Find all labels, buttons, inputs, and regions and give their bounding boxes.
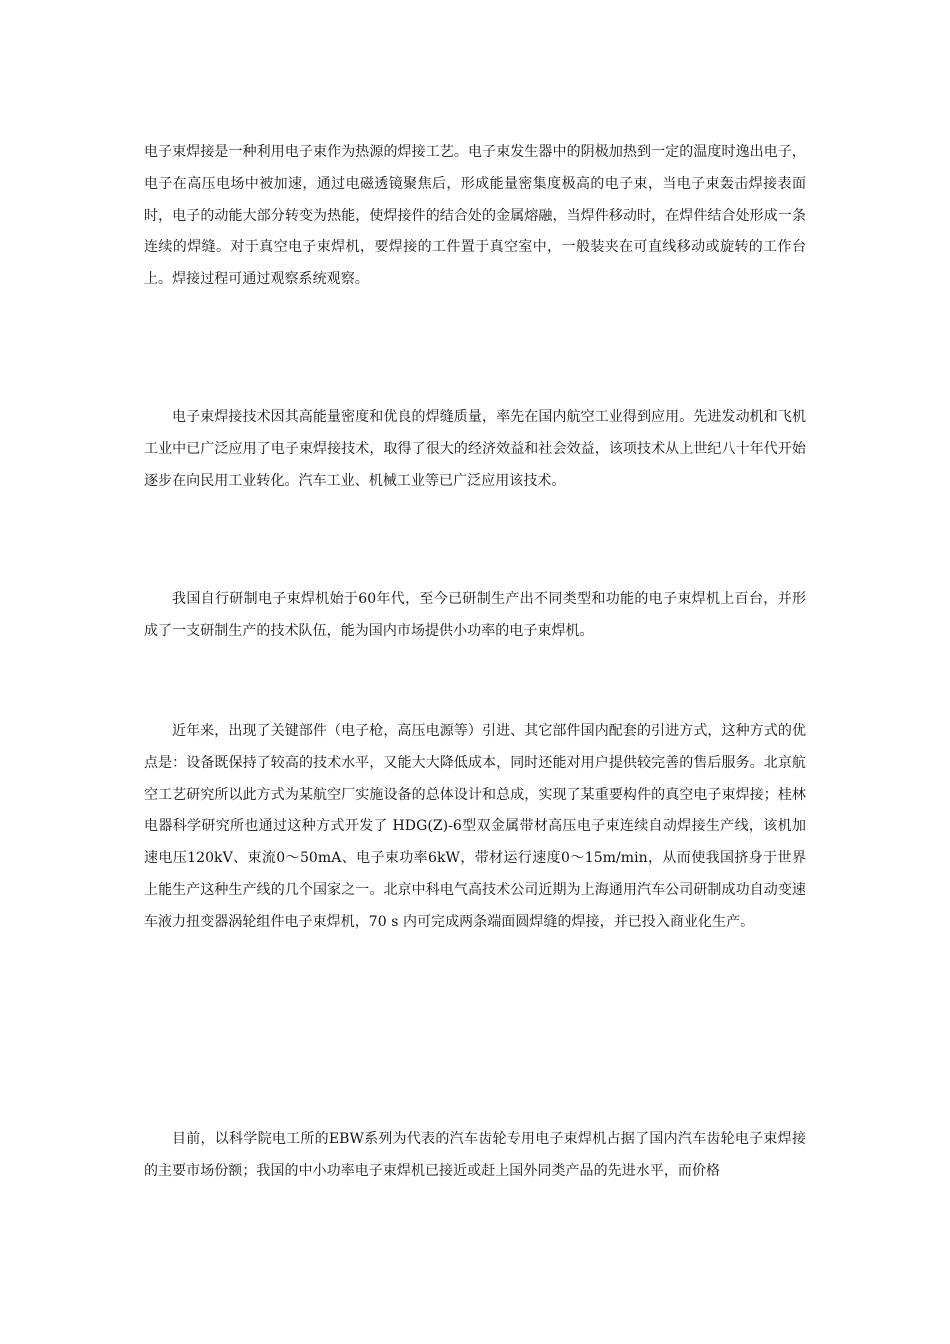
paragraph-import-approach: 近年来，出现了关键部件（电子枪，高压电源等）引进、其它部件国内配套的引进方式，这种方式的优点是：设备既保持了较高的技术水平，又能大大降低成本，同时还能对用户提供较完善的售后服务。北京航空工艺研究所以此方式为某航空厂实施设备的总体设计和总成，实现了某重要构件的真空电子束焊接；桂林电器科学研究所也通过这种方式开发了 HDG(Z)-6型双金属带材高压电子束连续自动焊接生产线，该机加速电压120kV、束流0～50mA、电子束功率6kW，带材运行速度0～15m/min，从而使我国挤身于世界上能生产这种生产线的几个国家之一。北京中科电气高技术公司近期为上海通用汽车公司研制成功自动变速车液力扭变器涡轮组件电子束焊机，70 s 内可完成两条端面圆焊缝的焊接，并已投入商业化生产。 (144, 723, 806, 930)
paragraph-electron-beam-welding-intro: 电子束焊接是一种利用电子束作为热源的焊接工艺。电子束发生器中的阴极加热到一定的温度时逸出电子，电子在高压电场中被加速，通过电磁透镜聚焦后，形成能量密集度极高的电子束，当电子束轰击焊接表面时，电子的动能大部分转变为热能，使焊接件的结合处的金属熔融，当焊件移动时，在焊件结合处形成一条连续的焊缝。对于真空电子束焊机，要焊接的工件置于真空室中，一般装夹在可直线移动或旋转的工作台上。焊接过程可通过观察系统观察。 (144, 144, 806, 288)
paragraph-domestic-development: 我国自行研制电子束焊机始于60年代，至今已研制生产出不同类型和功能的电子束焊机上百台，并形成了一支研制生产的技术队伍，能为国内市场提供小功率的电子束焊机。 (144, 591, 806, 639)
paragraph-current-market: 目前，以科学院电工所的EBW系列为代表的汽车齿轮专用电子束焊机占据了国内汽车齿轮电子束焊接的主要市场份额；我国的中小功率电子束焊机已接近或赶上国外同类产品的先进水平，而价格 (144, 1131, 806, 1179)
paragraph-aviation-application: 电子束焊接技术因其高能量密度和优良的焊缝质量，率先在国内航空工业得到应用。先进发动机和飞机工业中已广泛应用了电子束焊接技术，取得了很大的经济效益和社会效益，该项技术从上世纪八十年代开始逐步在向民用工业转化。汽车工业、机械工业等已广泛应用该技术。 (144, 409, 806, 489)
